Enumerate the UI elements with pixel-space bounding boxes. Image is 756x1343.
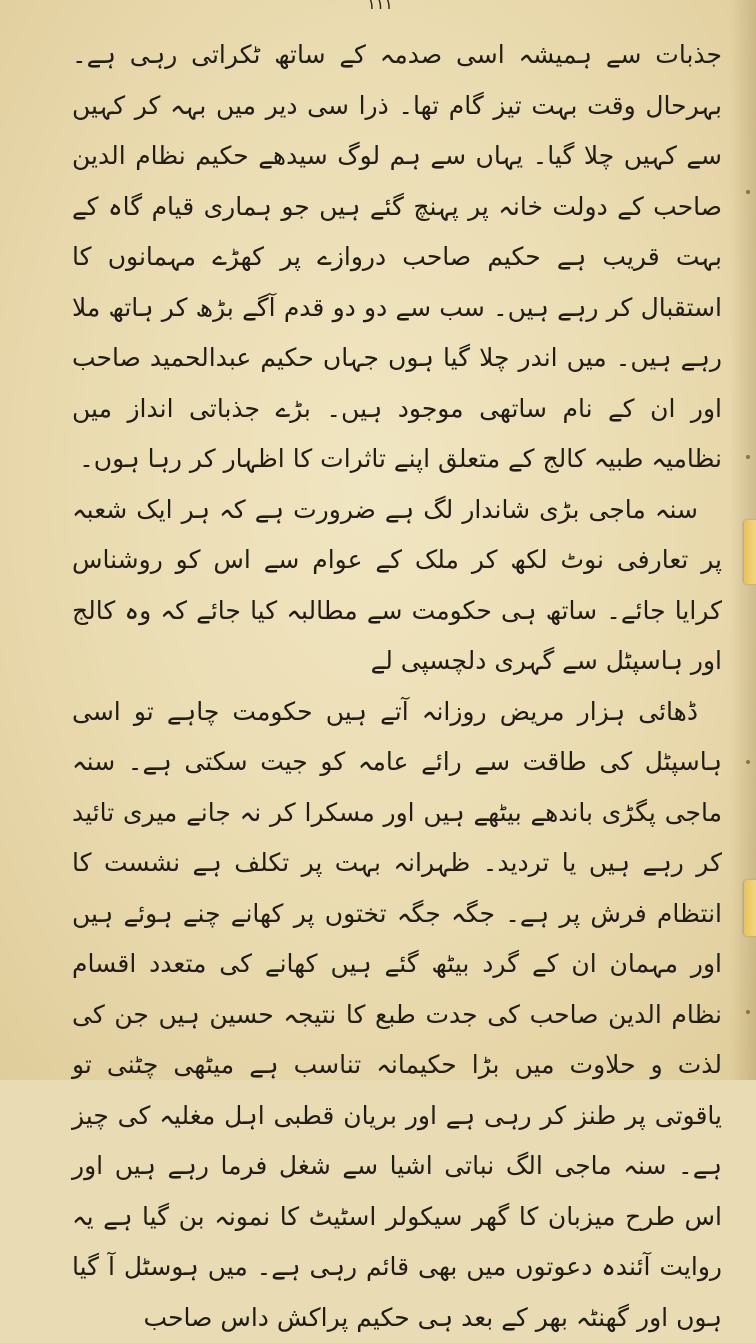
paragraph-3: ڈھائی ہزار مریض روزانہ آتے ہیں حکومت چاہے تو اسی ہاسپٹل کی طاقت سے رائے عامہ کو جیت سکتی ہے۔ سنہ ماجی پگڑی باندھے بیٹھے ہیں اور مسکرا کر نہ جانے میری تائید کر رہے ہیں یا تردید۔ ظہرانہ بہت پر تکلف ہے نشست کا انتظام فرش پر ہے۔ جگہ جگہ تختوں پر کھانے چنے ہوئے ہیں اور مہمان ان کے گرد بیٹھ گئے ہیں کھانے کی متعدد اقسام نظام الدین صاحب کی جدت طبع کا نتیجہ حسین ہیں جن کی لذت و حلاوت میں بڑا حکیمانہ تناسب ہے میٹھی چٹنی تو یاقوتی پر طنز کر رہی ہے اور بریان قطبی اہل مغلیہ کی چیز ہے۔ سنہ ماجی الگ نباتی اشیا سے شغل فرما رہے ہیں اور اس طرح میزبان کا گھر سیکولر اسٹیٹ کا نمونہ بن گیا ہے یہ روایت آئندہ دعوتوں میں بھی قائم رہی ہے۔ میں ہوسٹل آ گیا ہوں اور گھنٹہ بھر کے بعد ہی حکیم پراکش داس صاحب bbox=[72, 687, 722, 1343]
paragraph-2: سنہ ماجی بڑی شاندار لگ ہے ضرورت ہے کہ ہر ایک شعبہ پر تعارفی نوٹ لکھ کر ملک کے عوام سے اس کو روشناس کرایا جائے۔ ساتھ ہی حکومت سے مطالبہ کیا جائے کہ وہ کالج اور ہاسپٹل سے گہری دلچسپی لے bbox=[72, 485, 722, 687]
binding-stitch bbox=[746, 760, 750, 764]
body-text bbox=[72, 30, 722, 1343]
page-number: ۱۱۱ bbox=[360, 0, 400, 13]
binding-tape-top bbox=[744, 520, 756, 584]
binding-stitch bbox=[746, 455, 750, 459]
binding-stitch bbox=[746, 1010, 750, 1014]
paragraph-1: جذبات سے ہمیشہ اسی صدمہ کے ساتھ ٹکراتی رہی ہے۔ بہرحال وقت بہت تیز گام تھا۔ ذرا سی دیر میں بہہ کر کہیں سے کہیں چلا گیا۔ یہاں سے ہم لوگ سیدھے حکیم نظام الدین صاحب کے دولت خانہ پر پہنچ گئے ہیں جو ہماری قیام گاہ کے بہت قریب ہے حکیم صاحب دروازے پر کھڑے مہمانوں کا استقبال کر رہے ہیں۔ سب سے دو دو قدم آگے بڑھ کر ہاتھ ملا رہے ہیں۔ میں اندر چلا گیا ہوں جہاں حکیم عبدالحمید صاحب اور ان کے نام ساتھی موجود ہیں۔ بڑے جذباتی انداز میں نظامیہ طبیہ کالج کے متعلق اپنے تاثرات کا اظہار کر رہا ہوں۔ bbox=[72, 30, 722, 485]
binding-stitch bbox=[746, 190, 750, 194]
binding-tape-bottom bbox=[744, 880, 756, 936]
